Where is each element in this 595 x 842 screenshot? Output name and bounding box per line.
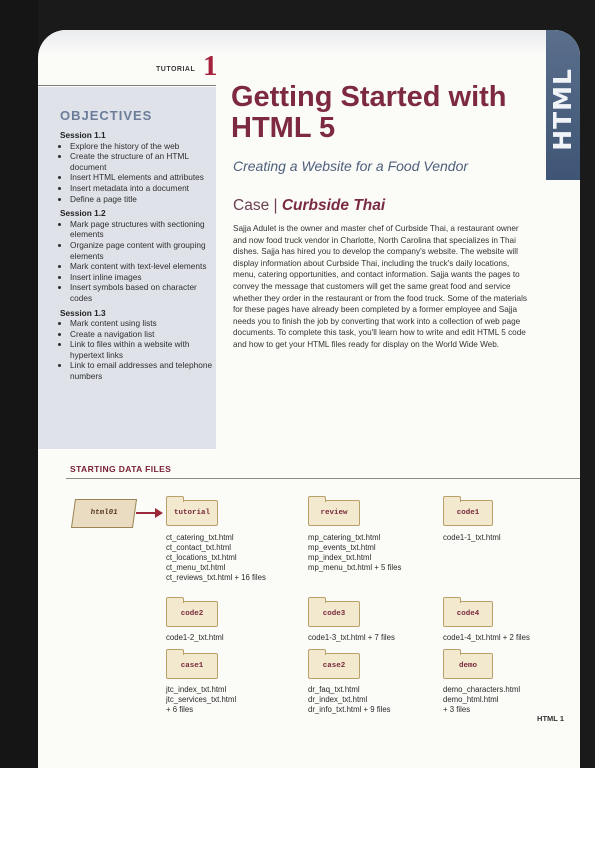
file-name: code1-4_txt.html + 2 files bbox=[443, 633, 530, 642]
objective-item: • Insert symbols based on character codes bbox=[70, 282, 216, 303]
file-name: demo_html.html bbox=[443, 695, 499, 704]
file-list bbox=[166, 685, 236, 715]
tutorial-rule bbox=[38, 85, 216, 86]
tutorial-label: TUTORIAL bbox=[156, 66, 196, 73]
arrow-icon bbox=[136, 512, 156, 514]
session-title: Session 1.2 bbox=[60, 208, 106, 219]
file-name: mp_index_txt.html bbox=[308, 553, 372, 562]
data-files-heading: STARTING DATA FILES bbox=[70, 464, 172, 474]
objectives-heading: OBJECTIVES bbox=[60, 108, 153, 123]
objective-item: • Insert inline images bbox=[70, 272, 216, 283]
file-list bbox=[443, 633, 530, 643]
arrow-head-icon bbox=[155, 508, 163, 518]
file-name: code1-1_txt.html bbox=[443, 533, 501, 542]
side-tab-label: HTML bbox=[548, 68, 577, 151]
folder-icon: tutorial bbox=[166, 500, 218, 526]
case-name: Curbside Thai bbox=[281, 197, 386, 214]
file-name: dr_info_txt.html + 9 files bbox=[308, 705, 391, 714]
file-list bbox=[166, 533, 266, 583]
objective-item: • Insert metadata into a document bbox=[70, 183, 216, 194]
folder-icon: case2 bbox=[308, 653, 360, 679]
folder-icon: code3 bbox=[308, 601, 360, 627]
file-name: ct_menu_txt.html bbox=[166, 563, 226, 572]
file-name: mp_menu_txt.html + 5 files bbox=[308, 563, 402, 572]
file-name: ct_contact_txt.html bbox=[166, 543, 232, 552]
objective-item: • Organize page content with grouping elements bbox=[70, 240, 216, 261]
page-subtitle: Creating a Website for a Food Vendor bbox=[233, 158, 469, 174]
folder-icon: code2 bbox=[166, 601, 218, 627]
tutorial-number: 1 bbox=[203, 50, 218, 82]
page-title: Getting Started with HTML 5 bbox=[231, 81, 507, 144]
file-list bbox=[308, 533, 401, 573]
file-name: dr_index_txt.html bbox=[308, 695, 368, 704]
folder-icon: case1 bbox=[166, 653, 218, 679]
objective-item: • Create the structure of an HTML document bbox=[70, 151, 216, 172]
file-list bbox=[443, 685, 520, 715]
session-title: Session 1.1 bbox=[60, 130, 106, 140]
case-description: Sajja Adulet is the owner and master chef of Curbside Thai, a restaurant owner and now food truck vendor in Charlotte, North Carolina that specializes in Thai dishes. Sajja has hired you to develop the company's website. The website will display information about Curbside Thai, including the truck's daily locations, menu, catering opportunities, and contact information. Sajja wants the pages to convey the message that customers will get the same great food and service whether they order in the restaurant or from the food truck. Some of the materials for these pages have already been completed by a former employee and Sajja needs you to finish the job by converting that work into a collection of web page documents. To complete this task, you'll learn how to write and edit HTML 5 code and how to get your HTML files ready for display on the World Wide Web. bbox=[233, 224, 527, 349]
side-tab bbox=[546, 30, 580, 180]
file-name: demo_characters.html bbox=[443, 685, 521, 694]
page-number: HTML 1 bbox=[537, 714, 564, 723]
file-name: ct_locations_txt.html bbox=[166, 553, 237, 562]
folder-icon: demo bbox=[443, 653, 493, 679]
textbook-page bbox=[38, 30, 580, 768]
folder-icon: review bbox=[308, 500, 360, 526]
objective-item: • Mark page structures with sectioning elements bbox=[70, 219, 216, 240]
file-name: code1-3_txt.html + 7 files bbox=[308, 633, 395, 642]
file-name: jtc_index_txt.html bbox=[166, 685, 227, 694]
objective-item: • Insert HTML elements and attributes bbox=[70, 172, 216, 183]
file-name: ct_catering_txt.html bbox=[166, 533, 234, 542]
objective-item: • Link to email addresses and telephone numbers bbox=[70, 360, 216, 381]
objective-item: • Create a navigation list bbox=[70, 329, 216, 340]
file-list bbox=[166, 633, 224, 643]
page-top-band bbox=[38, 30, 580, 54]
root-folder-icon: html01 bbox=[71, 499, 137, 528]
data-files-rule bbox=[66, 478, 580, 479]
objective-item: • Define a page title bbox=[70, 194, 216, 205]
file-list bbox=[308, 685, 391, 715]
file-name: mp_events_txt.html bbox=[308, 543, 376, 552]
file-name: ct_reviews_txt.html + 16 files bbox=[166, 573, 266, 582]
file-name: code1-2_txt.html bbox=[166, 633, 224, 642]
case-label: Case | bbox=[233, 197, 278, 214]
case-heading bbox=[233, 197, 385, 215]
session-title: Session 1.3 bbox=[60, 307, 106, 318]
objective-item: • Link to files within a website with hypertext links bbox=[70, 339, 216, 360]
objective-item: • Mark content with text-level elements bbox=[70, 261, 216, 272]
file-name: + 3 files bbox=[443, 705, 471, 714]
objective-item: • Explore the history of the web bbox=[70, 141, 216, 152]
objectives-list bbox=[60, 126, 216, 382]
file-name: + 6 files bbox=[166, 705, 194, 714]
folder-icon: code4 bbox=[443, 601, 493, 627]
file-name: mp_catering_txt.html bbox=[308, 533, 381, 542]
file-list bbox=[443, 533, 501, 543]
objective-item: • Mark content using lists bbox=[70, 318, 216, 329]
file-name: jtc_services_txt.html bbox=[166, 695, 237, 704]
file-list bbox=[308, 633, 395, 643]
folder-icon: code1 bbox=[443, 500, 493, 526]
scan-edge bbox=[0, 0, 38, 768]
file-name: dr_faq_txt.html bbox=[308, 685, 360, 694]
